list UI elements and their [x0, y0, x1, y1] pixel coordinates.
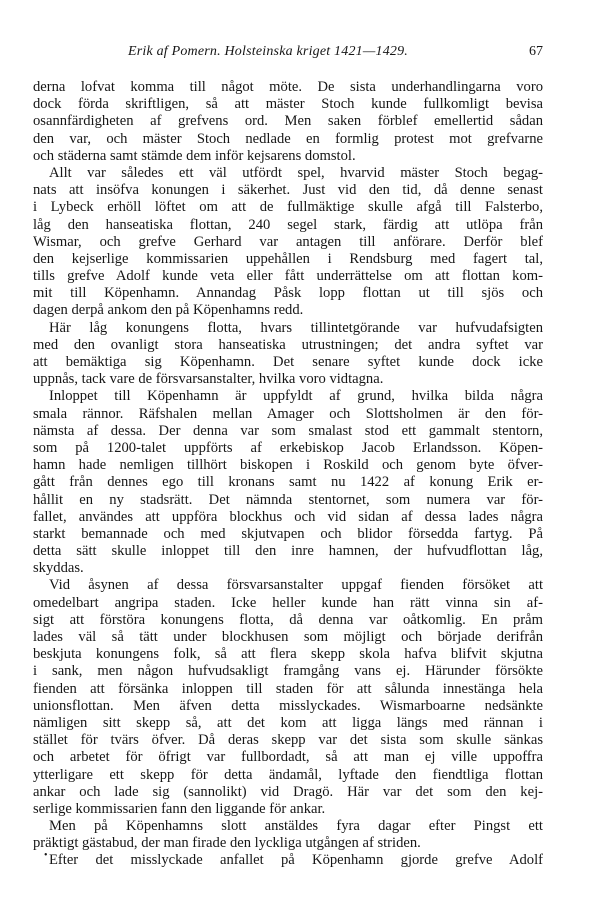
text-line: hamn hade nemligen tillhört biskopen i Roskild och genom byte öfver- [33, 457, 543, 474]
bottom-mark: • [44, 850, 48, 861]
text-line: gått från dennes ego till kronans samt nu 1422 af konung Erik er- [33, 474, 543, 491]
text-line: Efter det misslyckade anfallet på Köpenhamn gjorde grefve Adolf [49, 852, 543, 869]
running-header [33, 44, 543, 66]
header-title: Erik af Pomern. Holsteinska kriget 1421—1429. [127, 44, 409, 59]
text-line: detta sätt skulle inloppet till den inre hamnen, der hufvudflottan låg, [33, 543, 543, 560]
text-line: Wismar, och grefve Gerhard var antagen till anförare. Derför blef [33, 233, 543, 250]
text-line: Men på Köpenhamns slott anstäldes fyra dagar efter Pingst ett [49, 818, 543, 835]
text-line: omedelbart angripa staden. Icke heller kunde han rätt vinna sin af- [33, 594, 543, 611]
text-line: Här låg konungens flotta, hvars tillintetgörande var hufvudafsigten [49, 319, 543, 336]
text-line: präktigt gästabud, der man firade den lyckliga utgången af striden. [33, 835, 421, 852]
text-line: i Lybeck erhöll löftet om att de fullmäktige skulle afgå till Falsterbo, [33, 199, 543, 216]
text-line: Inloppet till Köpenhamn är uppfyldt af grund, hvilka bilda några [49, 388, 543, 405]
text-line: nämsta af dessa. Der denna var som smalast stod ett gammalt stentorn, [33, 422, 543, 439]
text-line: osannfärdigheten af grefvens ord. Men saken förblef emellertid sådan [33, 113, 543, 130]
body-text [33, 79, 543, 870]
text-line: fallet, användes att uppföra blockhus och vid sidan af dessa lades några [33, 508, 543, 525]
text-line: att bemäktiga sig Köpenhamn. Det senare syftet kunde dock icke [33, 354, 543, 370]
text-line: derna lofvat komma till något möte. De sista underhandlingarna voro [33, 79, 543, 95]
text-line: uppnås, tack vare de försvarsanstalter, hvilka voro vidtagna. [33, 371, 384, 388]
text-line: mit till Köpenhamn. Annandag Påsk lopp flottan ut till sjös och [33, 285, 543, 302]
text-line: sigt att förstöra konungens flotta, då denna var oåtkomlig. En pråm [33, 611, 543, 628]
text-line: i sank, men någon hufvudsakligt framgång vans ej. Härunder försökte [33, 663, 543, 680]
text-line: dagen derpå ankom den på Köpenhamns redd. [33, 302, 304, 319]
text-line: starkt bemannade och med skjutvapen och blidor försedda fartyg. På [33, 525, 543, 542]
text-line: lades väl så tätt under blockhusen som möjligt och började derifrån [33, 629, 543, 645]
text-line: nats att insöfva konungen i säkerhet. Just vid den tid, då denne senast [33, 182, 543, 199]
text-line: ytterligare ett skepp för detta ändamål, lyftade den fiendtliga flottan [33, 766, 543, 783]
text-line: och städerna samt stämde dem inför kejsarens domstol. [33, 147, 356, 164]
text-line: serlige kommissarien fann den liggande för ankar. [33, 800, 326, 817]
text-line: stället för tvärs öfver. Då deras skepp var det sista som skulle sänkas [33, 732, 543, 749]
text-line: Allt var således ett väl utfördt spel, hvarvid mäster Stoch begag- [49, 164, 543, 181]
text-line: med den ovanligt stora hanseatiska utrustningen; det andra syftet var [33, 336, 543, 353]
text-line: fienden att försänka inloppen till staden för att sålunda innestänga hela [33, 680, 543, 697]
page-number: 67 [529, 44, 543, 59]
text-line: dock förda skriftligen, så att mäster Stoch kunde fullkomligt bevisa [33, 96, 543, 113]
text-line: unionsflottan. Men äfven detta misslyckades. Wismarboarne nedsänkte [33, 697, 543, 714]
text-line: som på 1200-talet uppförts af erkebiskop Jacob Erlandsson. Köpen- [33, 439, 543, 456]
text-line: och arbetet för öfrigt var fullbordadt, så att man ej ville uppoffra [33, 749, 543, 766]
text-line: tills grefve Adolf kunde veta eller fått underrättelse om att flottan kom- [33, 268, 543, 285]
text-line: nämligen sitt skepp så, att det kom att ligga längs med rännan i [33, 714, 543, 731]
text-line: hållit en ny stadsrätt. Det nämnda stentornet, som numera var för- [33, 491, 543, 508]
text-line: ankar och lade sig (sannolikt) vid Dragö. Här var det som den kej- [33, 783, 543, 800]
text-line: den kejserlige kommissarien uppehållen i Rendsburg med fagert tal, [33, 250, 543, 267]
text-line: skyddas. [33, 560, 84, 577]
text-line: smala rännor. Räfshalen mellan Amager och Slottsholmen är den för- [33, 405, 543, 422]
text-line: låg den hanseatiska flottan, 240 segel stark, färdig att utlöpa från [33, 216, 543, 233]
text-line: den var, och mäster Stoch nedlade en formlig protest mot grefvarne [33, 130, 543, 147]
text-line: beskjuta konungens folk, så att flera skepp skola hafva blifvit skjutna [33, 646, 543, 663]
text-line: Vid åsynen af dessa försvarsanstalter uppgaf fienden försöket att [49, 577, 543, 594]
